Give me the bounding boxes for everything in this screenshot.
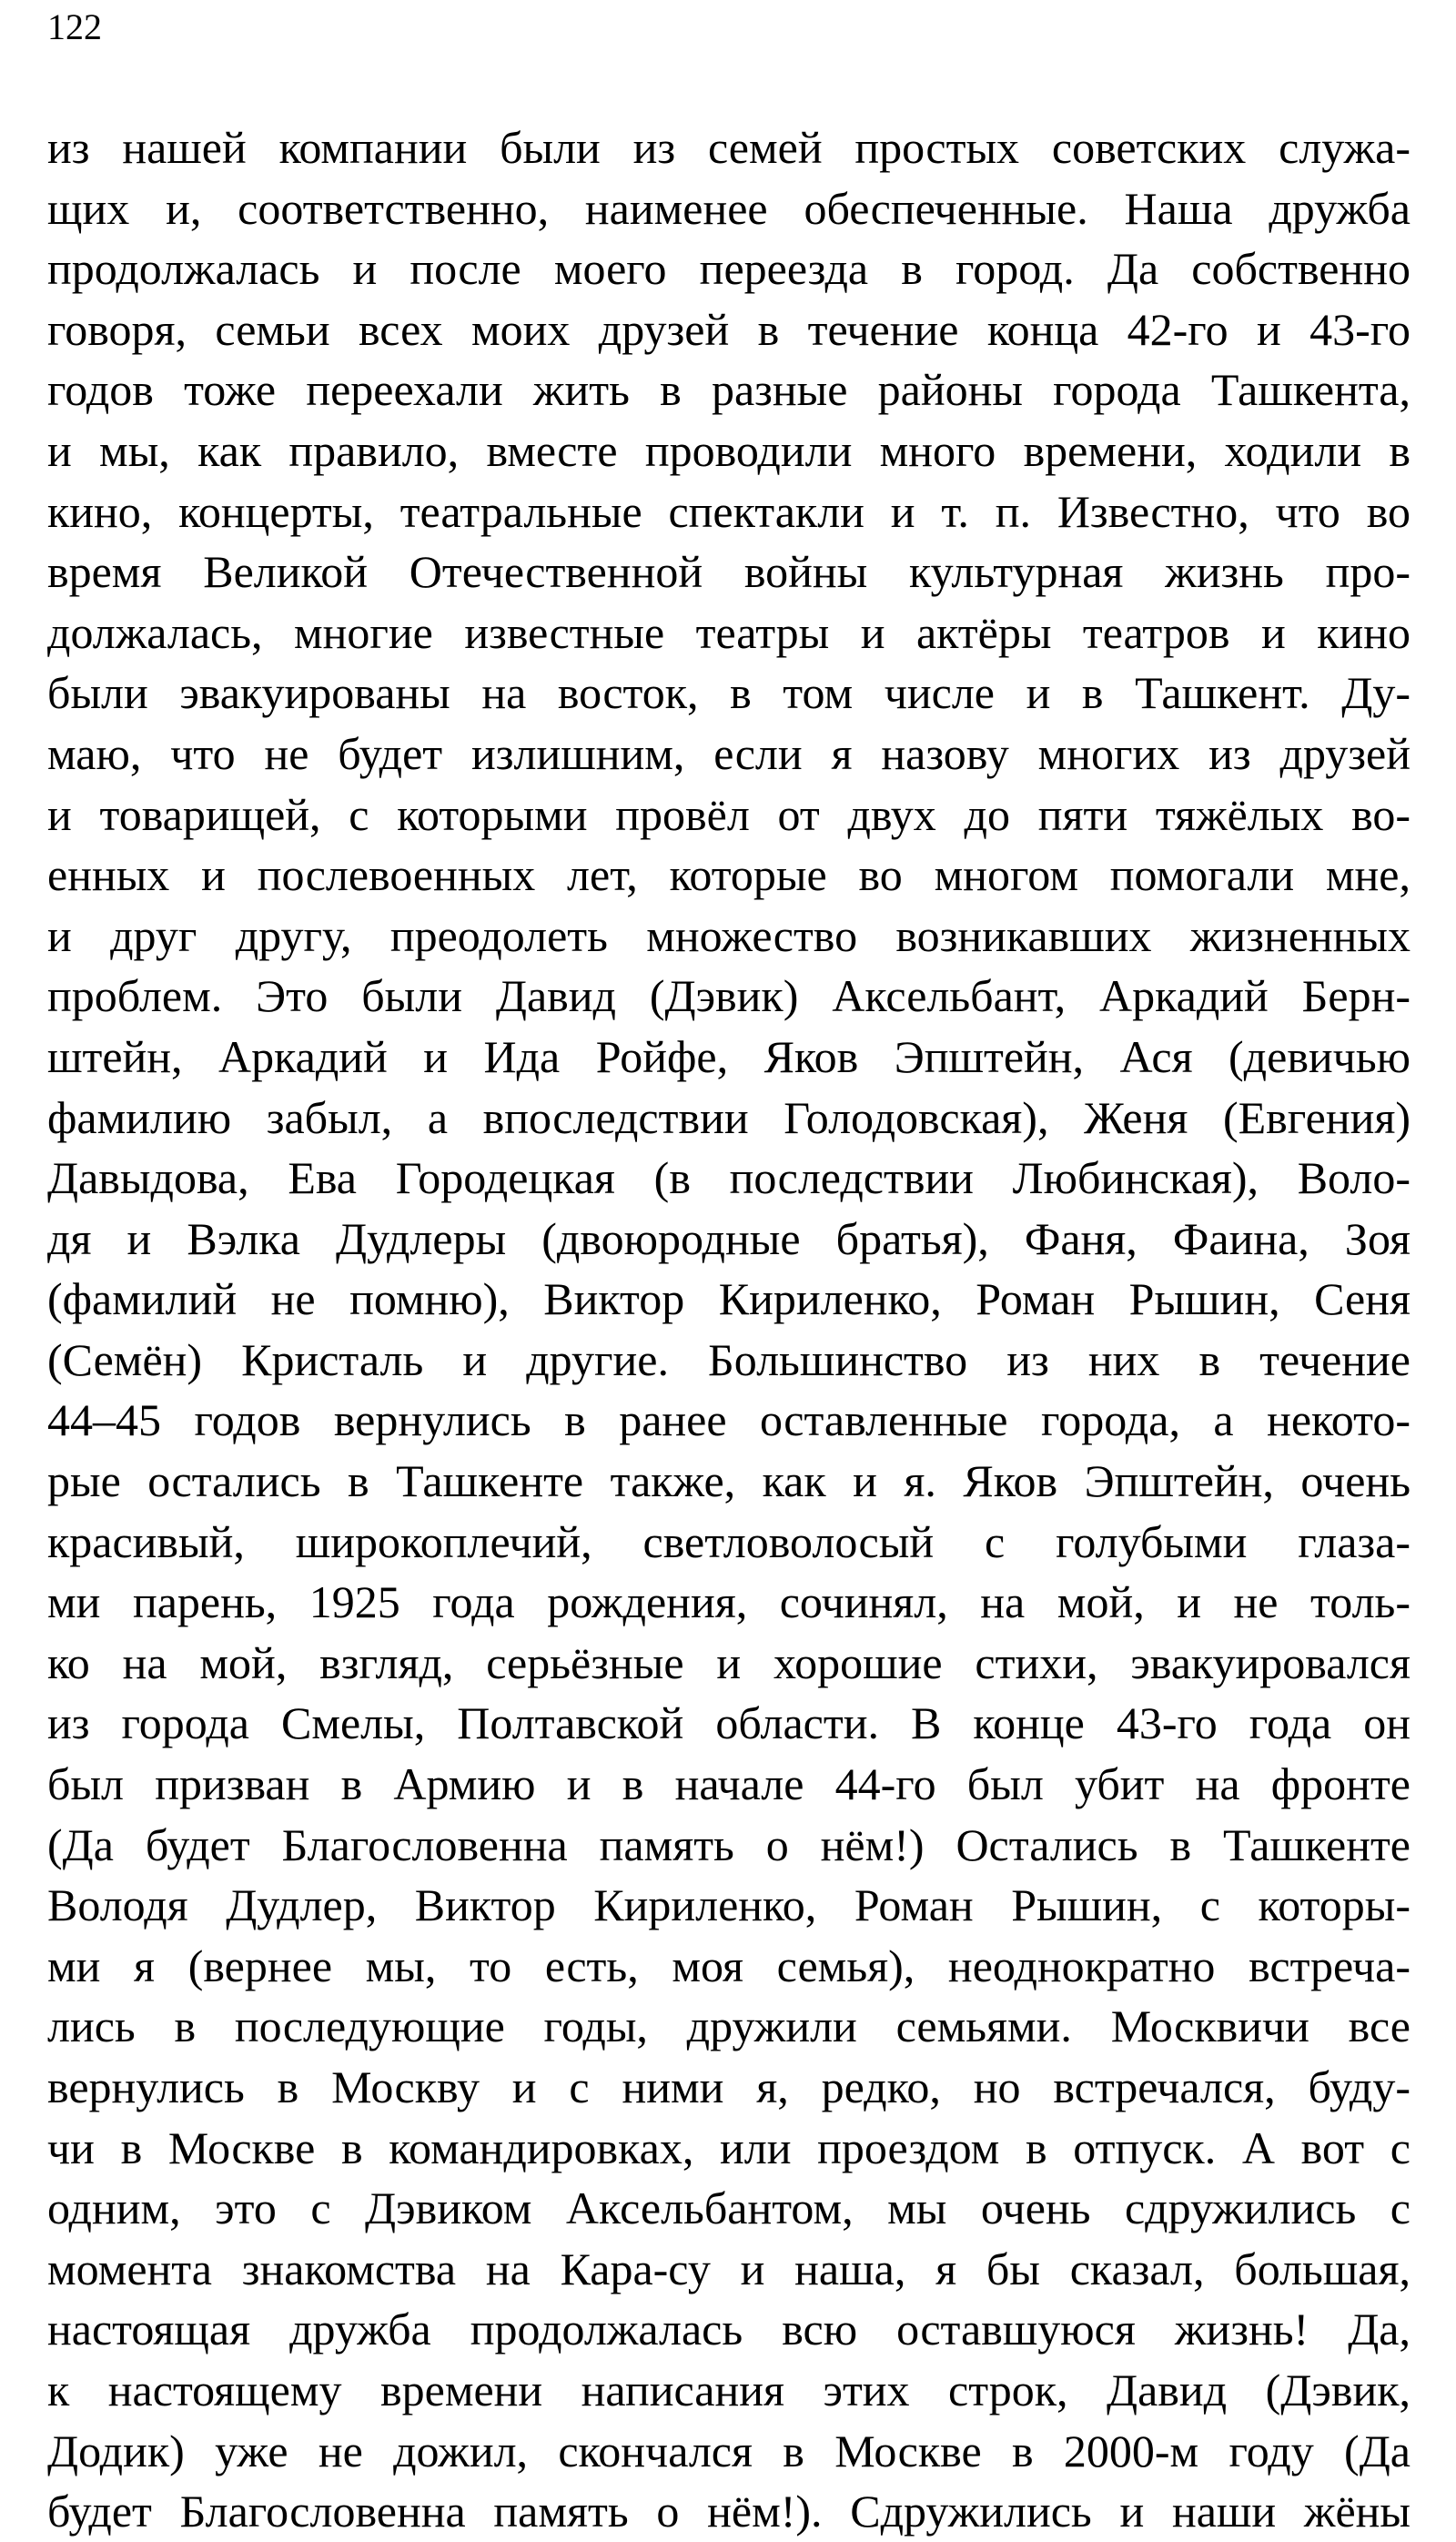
text-line: Володя Дудлер, Виктор Кириленко, Роман Рышин, с которы- <box>47 1879 1410 1931</box>
text-line: настоящая дружба продолжалась всю оставшуюся жизнь! Да, <box>47 2304 1410 2355</box>
text-line: из города Смелы, Полтавской области. В конце 43-го года он <box>47 1697 1410 1749</box>
text-line: и товарищей, с которыми провёл от двух до пяти тяжёлых во- <box>47 788 1410 840</box>
text-line: чи в Москве в командировках, или проездом в отпуск. А вот с <box>47 2122 1410 2173</box>
text-line: ми я (вернее мы, то есть, моя семья), неоднократно встреча- <box>47 1939 1410 1991</box>
text-line: были эвакуированы на восток, в том числе и в Ташкент. Ду- <box>47 667 1410 719</box>
text-line: говоря, семьи всех моих друзей в течение конца 42-го и 43-го <box>47 303 1410 355</box>
page-number: 122 <box>47 6 102 47</box>
text-line: вернулись в Москву и с ними я, редко, но встречался, буду- <box>47 2061 1410 2112</box>
text-line: дя и Вэлка Дудлеры (двоюродные братья), Фаня, Фаина, Зоя <box>47 1212 1410 1264</box>
body-text <box>47 117 1410 2542</box>
text-line: из нашей компании были из семей простых советских служа- <box>47 122 1410 173</box>
text-line: был призван в Армию и в начале 44-го был убит на фронте <box>47 1758 1410 1810</box>
text-line: ко на мой, взгляд, серьёзные и хорошие стихи, эвакуировался <box>47 1636 1410 1688</box>
text-line: 44–45 годов вернулись в ранее оставленные города, а некото- <box>47 1394 1410 1446</box>
text-line: (фамилий не помню), Виктор Кириленко, Роман Рышин, Сеня <box>47 1273 1410 1325</box>
text-line: Давыдова, Ева Городецкая (в последствии Любинская), Воло- <box>47 1152 1410 1204</box>
text-line: будет Благословенна память о нём!). Сдружились и наши жёны <box>47 2486 1410 2537</box>
text-line: (Да будет Благословенна память о нём!) Остались в Ташкенте <box>47 1818 1410 1870</box>
text-line: одним, это с Дэвиком Аксельбантом, мы очень сдружились с <box>47 2182 1410 2234</box>
text-line: красивый, широкоплечий, светловолосый с голубыми глаза- <box>47 1515 1410 1567</box>
text-line: лись в последующие годы, дружили семьями. Москвичи все <box>47 2000 1410 2052</box>
text-line: ми парень, 1925 года рождения, сочинял, на мой, и не толь- <box>47 1576 1410 1628</box>
text-line: должалась, многие известные театры и актёры театров и кино <box>47 606 1410 658</box>
text-line: проблем. Это были Давид (Дэвик) Аксельбант, Аркадий Берн- <box>47 970 1410 1022</box>
text-line: Додик) уже не дожил, скончался в Москве в 2000-м году (Да <box>47 2425 1410 2476</box>
text-line: продолжалась и после моего переезда в город. Да собственно <box>47 243 1410 295</box>
text-line: фамилию забыл, а впоследствии Голодовская), Женя (Евгения) <box>47 1091 1410 1143</box>
text-line: рые остались в Ташкенте также, как и я. Яков Эпштейн, очень <box>47 1455 1410 1507</box>
text-line: кино, концерты, театральные спектакли и т. п. Известно, что во <box>47 485 1410 537</box>
text-line: к настоящему времени написания этих строк, Давид (Дэвик, <box>47 2364 1410 2415</box>
text-line: (Семён) Кристаль и другие. Большинство из них в течение <box>47 1333 1410 1385</box>
text-line: момента знакомства на Кара-су и наша, я бы сказал, большая, <box>47 2243 1410 2294</box>
text-line: маю, что не будет излишним, если я назову многих из друзей <box>47 727 1410 779</box>
text-line: енных и послевоенных лет, которые во многом помогали мне, <box>47 849 1410 901</box>
text-line: щих и, соответственно, наименее обеспеченные. Наша дружба <box>47 182 1410 234</box>
text-line: штейн, Аркадий и Ида Ройфе, Яков Эпштейн, Ася (девичью <box>47 1030 1410 1082</box>
text-line: и мы, как правило, вместе проводили много времени, ходили в <box>47 424 1410 476</box>
text-line: время Великой Отечественной войны культурная жизнь про- <box>47 546 1410 598</box>
text-line: и друг другу, преодолеть множество возникавших жизненных <box>47 909 1410 961</box>
text-line: годов тоже переехали жить в разные районы города Ташкента, <box>47 364 1410 416</box>
